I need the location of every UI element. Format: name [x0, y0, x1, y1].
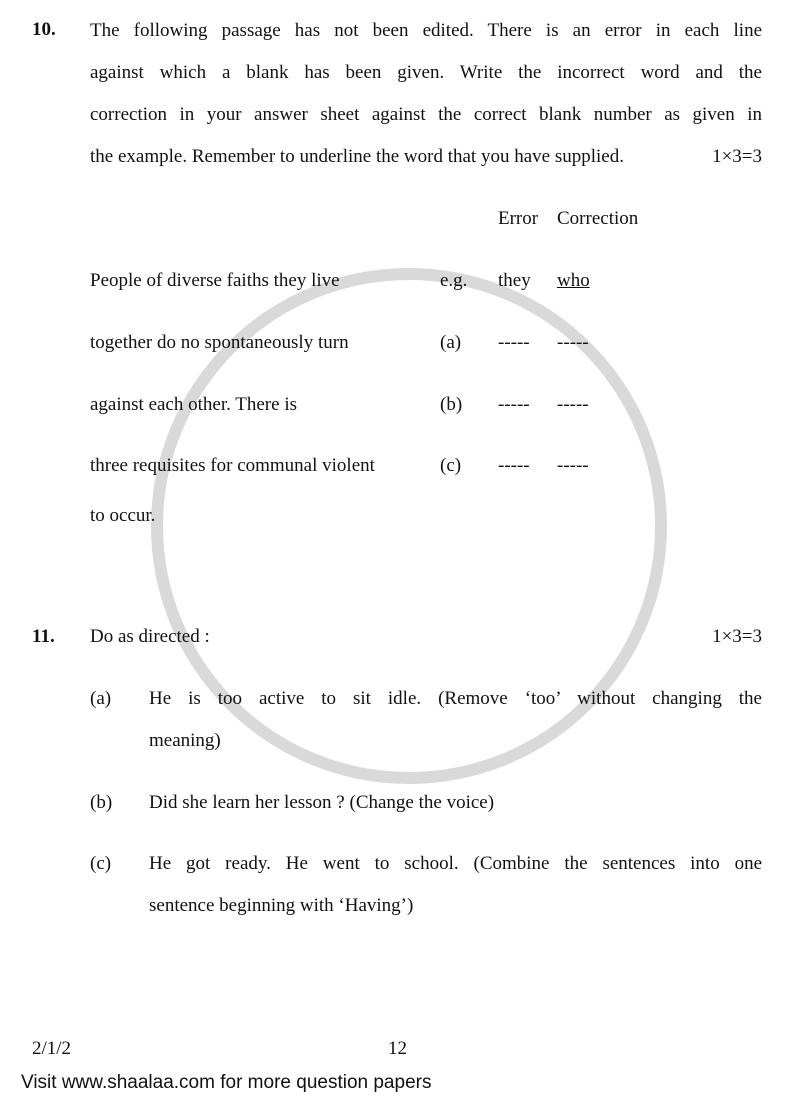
passage-line: against each other. There is: [90, 394, 297, 415]
question-11-number: 11.: [32, 626, 55, 647]
item-b-text: Did she learn her lesson ? (Change the voice): [149, 792, 495, 813]
item-line: He got ready. He went to school. (Combine the sentences into one: [149, 853, 762, 874]
passage-line: together do no spontaneously turn: [90, 332, 349, 353]
row-label: e.g.: [440, 270, 468, 291]
question-11-marks: 1×3=3: [712, 626, 762, 647]
question-10-instructions: [90, 10, 762, 178]
question-10-marks: 1×3=3: [712, 146, 762, 167]
item-line: sentence beginning with ‘Having’): [149, 895, 414, 916]
row-error: -----: [498, 455, 530, 476]
row-correction: -----: [557, 455, 589, 476]
row-error: they: [498, 270, 531, 291]
row-error: -----: [498, 394, 530, 415]
row-error: -----: [498, 332, 530, 353]
item-a-text: [149, 678, 762, 762]
question-10-number: 10.: [32, 19, 56, 40]
passage-final-line: to occur.: [90, 505, 156, 526]
row-label: (b): [440, 394, 463, 415]
row-label: (c): [440, 455, 462, 476]
passage-line: three requisites for communal violent: [90, 455, 375, 476]
instruction-line: correction in your answer sheet against the correct blank number as given in: [90, 104, 762, 125]
item-label: (b): [90, 792, 113, 813]
row-correction: -----: [557, 332, 589, 353]
row-correction: -----: [557, 394, 589, 415]
passage-line: People of diverse faiths they live: [90, 270, 340, 291]
header-error: Error: [498, 208, 539, 229]
row-label: (a): [440, 332, 462, 353]
item-line: meaning): [149, 730, 221, 751]
visit-link[interactable]: Visit www.shaalaa.com for more question papers: [21, 1072, 432, 1093]
instruction-line: The following passage has not been edited. There is an error in each line: [90, 20, 762, 41]
paper-code: 2/1/2: [32, 1038, 72, 1059]
page-number: 12: [388, 1038, 407, 1059]
item-c-text: [149, 843, 762, 927]
row-correction: who: [557, 270, 590, 291]
item-line: He is too active to sit idle. (Remove ‘too’ without changing the: [149, 688, 762, 709]
question-11-title: Do as directed :: [90, 626, 210, 647]
header-correction: Correction: [557, 208, 639, 229]
instruction-line: against which a blank has been given. Write the incorrect word and the: [90, 62, 762, 83]
item-label: (a): [90, 688, 112, 709]
item-label: (c): [90, 853, 112, 874]
instruction-line: the example. Remember to underline the word that you have supplied.: [90, 146, 624, 167]
